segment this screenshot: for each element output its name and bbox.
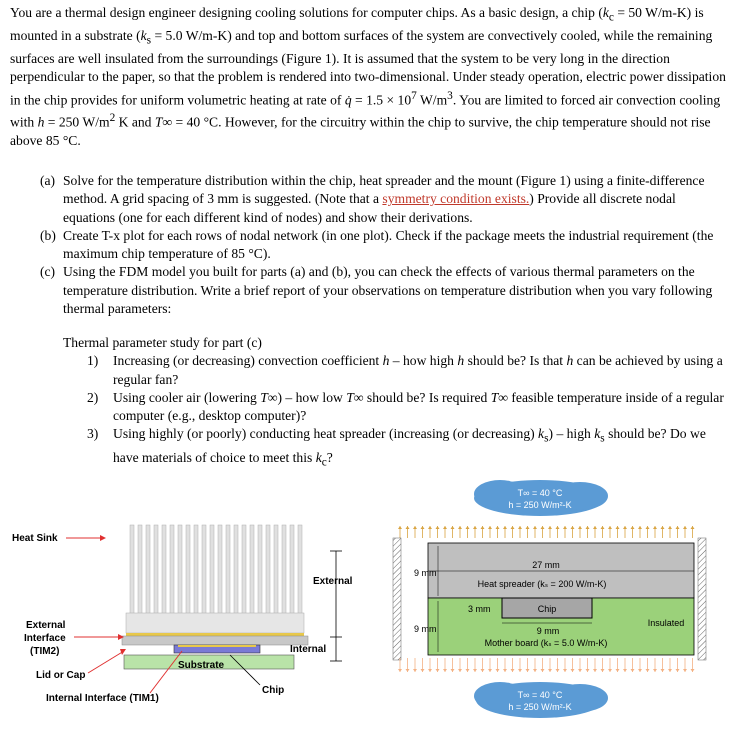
- heat-sink-fin: [226, 525, 230, 615]
- p3-k3: k: [315, 449, 322, 465]
- convection-arrowhead: [631, 669, 635, 672]
- convection-arrowhead: [623, 526, 627, 529]
- p2-t2: T∞: [346, 389, 364, 405]
- convection-arrowhead: [548, 669, 552, 672]
- exp-2: 2: [109, 112, 116, 125]
- convection-arrowhead: [556, 669, 560, 672]
- heat-sink-fin: [210, 525, 214, 615]
- convection-arrowhead: [541, 669, 545, 672]
- left-insulation: [393, 538, 401, 660]
- param-2-text: [113, 389, 733, 426]
- tinf-symbol: T∞: [154, 114, 173, 130]
- convection-arrowhead: [466, 669, 470, 672]
- convection-arrowhead: [526, 669, 530, 672]
- kc-symbol: k: [602, 5, 609, 20]
- question-c-text: Using the FDM model you built for parts (a) and (b), you can check the effects of various thermal parameters on the temperature distribution. Write a brief report of your observations on temperature distribution when you vary following thermal parameters:: [63, 264, 713, 317]
- symmetry-link[interactable]: symmetry condition exists.: [382, 191, 530, 207]
- convection-arrowhead: [586, 526, 590, 529]
- convection-arrowhead: [421, 526, 425, 529]
- heat-sink-fin: [202, 525, 206, 615]
- convection-arrowhead: [428, 526, 432, 529]
- convection-arrowhead: [398, 526, 402, 529]
- convection-arrowhead: [473, 526, 477, 529]
- heat-sink-fins: [130, 525, 302, 615]
- convection-arrowhead: [548, 526, 552, 529]
- convection-arrowhead: [578, 526, 582, 529]
- dim-9c-label: 9 mm: [536, 626, 560, 636]
- param-3-text: [113, 425, 733, 471]
- convection-arrowhead: [608, 526, 612, 529]
- convection-arrowhead: [436, 526, 440, 529]
- p3-a: Using highly (or poorly) conducting heat spreader (increasing (or decreasing): [113, 426, 539, 442]
- question-a: [40, 172, 730, 227]
- convection-arrowhead: [488, 669, 492, 672]
- intro-text-5: W/m: [416, 92, 448, 108]
- convection-arrowhead: [406, 526, 410, 529]
- convection-arrowhead: [661, 526, 665, 529]
- p2-c: should be? Is required: [363, 389, 491, 405]
- p1-h2: h: [457, 353, 465, 369]
- convection-arrowhead: [646, 669, 650, 672]
- convection-arrowhead: [668, 526, 672, 529]
- tim1-layer: [178, 645, 256, 647]
- convection-arrowhead: [458, 669, 462, 672]
- convection-arrowhead: [413, 526, 417, 529]
- p3-k3s: c: [321, 456, 327, 469]
- label-lid: Lid or Cap: [36, 670, 86, 681]
- lid-arrow: [88, 651, 124, 673]
- intro-text-6: . You are limited to forced air convection cooling with: [10, 92, 721, 130]
- convection-arrowhead: [533, 669, 537, 672]
- convection-arrowhead: [451, 669, 455, 672]
- heat-sink-fin: [194, 525, 198, 615]
- convection-arrowhead: [691, 526, 695, 529]
- dim-27-label: 27 mm: [532, 560, 560, 570]
- p3-d: ?: [326, 449, 333, 465]
- label-ext-interface-2: Interface: [24, 633, 66, 644]
- heat-sink-fin: [298, 525, 302, 615]
- p2-t1: T∞: [260, 389, 278, 405]
- question-a-text: [63, 172, 730, 227]
- intro-text-7: = 250 W/m: [44, 114, 110, 130]
- convection-arrowhead: [608, 669, 612, 672]
- convection-arrowhead: [406, 669, 410, 672]
- dim-3-label: 3 mm: [468, 604, 491, 614]
- param-item-1: [63, 352, 733, 389]
- question-list: [40, 172, 730, 318]
- convection-arrowhead: [481, 526, 485, 529]
- mother-board-label: Mother board (kₛ = 5.0 W/m-K): [484, 638, 608, 648]
- convection-arrowhead: [586, 669, 590, 672]
- parameter-study: [63, 334, 733, 472]
- convection-arrowhead: [691, 669, 695, 672]
- kc-subscript: c: [608, 11, 614, 24]
- convection-arrowhead: [638, 669, 642, 672]
- heat-sink-fin: [130, 525, 134, 615]
- convection-arrowhead: [413, 669, 417, 672]
- convection-arrowhead: [601, 526, 605, 529]
- p2-t3: T∞: [490, 389, 508, 405]
- label-ext-interface-3: (TIM2): [30, 646, 60, 657]
- bottom-cloud-h: h = 250 W/m²-K: [508, 702, 572, 712]
- p1-d: can be achieved by using a regular fan?: [113, 353, 723, 387]
- heat-sink-fin: [162, 525, 166, 615]
- exp-7: 7: [411, 89, 417, 102]
- convection-arrowhead: [466, 526, 470, 529]
- convection-arrowhead: [511, 669, 515, 672]
- question-c: [40, 263, 730, 318]
- h-symbol: h: [37, 114, 45, 130]
- question-b-label: (b): [40, 227, 56, 243]
- heat-sink-fin: [170, 525, 174, 615]
- convection-arrowhead: [518, 669, 522, 672]
- convection-arrowhead: [533, 526, 537, 529]
- convection-arrowhead: [428, 669, 432, 672]
- convection-arrowhead: [676, 669, 680, 672]
- heat-sink-fin: [290, 525, 294, 615]
- convection-arrowhead: [616, 526, 620, 529]
- convection-arrowhead: [473, 669, 477, 672]
- heat-sink-fin: [218, 525, 222, 615]
- ks-subscript: s: [146, 34, 152, 47]
- p3-k2: k: [594, 426, 601, 442]
- convection-arrowhead: [646, 526, 650, 529]
- heat-sink-fin: [234, 525, 238, 615]
- question-b: [40, 227, 730, 264]
- heat-sink-fin: [250, 525, 254, 615]
- param-item-3: [63, 425, 733, 471]
- convection-arrowhead: [526, 526, 530, 529]
- convection-arrowhead: [593, 526, 597, 529]
- exp-3: 3: [447, 89, 453, 102]
- p3-b: ) – high: [548, 426, 595, 442]
- p2-a: Using cooler air (lowering: [113, 389, 261, 405]
- convection-arrowhead: [668, 669, 672, 672]
- heat-sink-arrowhead: [100, 535, 106, 541]
- domain-figure: [380, 474, 742, 731]
- top-cloud-tinf: T∞ = 40 °C: [517, 488, 563, 498]
- heat-sink-fin: [178, 525, 182, 615]
- top-cloud-h: h = 250 W/m²-K: [508, 500, 572, 510]
- question-a-text-2: ) Provide all discrete nodal equations (one for each different kind of nodes) and show their derivations.: [63, 191, 676, 225]
- heat-sink-fin: [186, 525, 190, 615]
- intro-text-4: = 1.5 × 10: [351, 92, 412, 108]
- convection-arrowhead: [436, 669, 440, 672]
- chip-label: Chip: [537, 604, 557, 614]
- convection-arrowhead: [458, 526, 462, 529]
- convection-arrowhead: [563, 669, 567, 672]
- label-internal: Internal: [290, 644, 327, 655]
- convection-arrowhead: [443, 526, 447, 529]
- convection-arrowhead: [511, 526, 515, 529]
- convection-arrowhead: [451, 526, 455, 529]
- p1-h1: h: [382, 353, 390, 369]
- heat-sink-fin: [242, 525, 246, 615]
- lid-arrowhead: [120, 649, 126, 655]
- convection-arrowhead: [496, 669, 500, 672]
- right-insulation: [698, 538, 706, 660]
- param-1-label: 1): [87, 353, 99, 369]
- parameter-study-title: Thermal parameter study for part (c): [63, 335, 262, 350]
- bottom-cloud-tinf: T∞ = 40 °C: [517, 690, 563, 700]
- heat-sink-fin: [266, 525, 270, 615]
- heat-sink-fin: [258, 525, 262, 615]
- convection-arrowhead: [488, 526, 492, 529]
- p3-k2s: s: [600, 433, 605, 446]
- label-ext-interface-1: External: [26, 620, 66, 631]
- question-c-label: (c): [40, 264, 56, 280]
- p3-c: should be? Do we have materials of choice to meet this: [113, 426, 706, 465]
- intro-text-2: = 50 W/m-K) is mounted in a substrate (: [10, 5, 704, 44]
- spreader-label: Heat spreader (kₛ = 200 W/m-K): [477, 579, 607, 589]
- label-heat-sink: Heat Sink: [12, 533, 58, 544]
- question-b-text: Create T-x plot for each rows of nodal network (in one plot). Check if the package meets the industrial requirement (the maximum chip temperature of 85 °C).: [63, 227, 714, 262]
- p1-c: should be? Is that: [464, 353, 567, 369]
- lid-layer: [122, 636, 308, 645]
- qdot-symbol: q̇: [344, 92, 352, 108]
- convection-arrowhead: [421, 669, 425, 672]
- heat-sink-fin: [282, 525, 286, 615]
- insulated-label: Insulated: [647, 618, 685, 628]
- dim-9a-label: 9 mm: [414, 568, 437, 578]
- label-chip: Chip: [262, 685, 285, 696]
- convection-arrowhead: [593, 669, 597, 672]
- p3-k1s: s: [544, 433, 549, 446]
- heat-sink-fin: [138, 525, 142, 615]
- label-substrate: Substrate: [178, 660, 225, 671]
- p2-d: feasible temperature inside of a regular computer (e.g., desktop computer)?: [113, 389, 724, 424]
- p1-b: – how high: [389, 353, 458, 369]
- param-item-2: [63, 389, 733, 426]
- heat-sink-base: [126, 613, 304, 633]
- convection-arrowhead: [563, 526, 567, 529]
- bottom-convection-arrows: [398, 658, 695, 672]
- top-convection-arrows: [398, 526, 695, 538]
- label-external: External: [313, 576, 353, 587]
- heat-spreader-block: [428, 543, 694, 598]
- convection-arrowhead: [503, 669, 507, 672]
- convection-arrowhead: [503, 526, 507, 529]
- intro-text-1: You are a thermal design engineer designing cooling solutions for computer chips. As a basic design, a chip (: [10, 5, 603, 20]
- convection-arrowhead: [653, 526, 657, 529]
- convection-arrowhead: [653, 669, 657, 672]
- convection-arrowhead: [496, 526, 500, 529]
- convection-arrowhead: [556, 526, 560, 529]
- convection-arrowhead: [518, 526, 522, 529]
- label-int-interface: Internal Interface (TIM1): [46, 693, 159, 704]
- param-2-label: 2): [87, 389, 99, 405]
- convection-arrowhead: [571, 526, 575, 529]
- convection-arrowhead: [631, 526, 635, 529]
- convection-arrowhead: [398, 669, 402, 672]
- convection-arrowhead: [683, 526, 687, 529]
- package-figure: [0, 505, 380, 731]
- convection-arrowhead: [676, 526, 680, 529]
- p3-k1: k: [538, 426, 545, 442]
- question-a-text-1: Solve for the temperature distribution within the chip, heat spreader and the mount (Figure 1) using a finite-difference method. A grid spacing of 3 mm is suggested. (Note that a: [63, 173, 705, 207]
- heat-sink-fin: [154, 525, 158, 615]
- convection-arrowhead: [443, 669, 447, 672]
- intro-text-8: K and: [115, 114, 155, 130]
- convection-arrowhead: [571, 669, 575, 672]
- ks-symbol: k: [140, 28, 147, 44]
- convection-arrowhead: [578, 669, 582, 672]
- tim2-layer: [126, 633, 304, 636]
- convection-arrowhead: [623, 669, 627, 672]
- heat-sink-fin: [146, 525, 150, 615]
- convection-arrowhead: [683, 669, 687, 672]
- p2-b: ) – how low: [277, 389, 347, 405]
- param-1-text: [113, 352, 733, 389]
- convection-arrowhead: [661, 669, 665, 672]
- p1-h3: h: [566, 353, 574, 369]
- intro-text-9: = 40 °C. However, for the circuitry within the chip to survive, the chip temperature should not rise above 85 °C.: [10, 114, 711, 149]
- convection-arrowhead: [481, 669, 485, 672]
- heat-sink-fin: [274, 525, 278, 615]
- convection-arrowhead: [601, 669, 605, 672]
- param-3-label: 3): [87, 426, 99, 442]
- dim-9b-label: 9 mm: [414, 624, 437, 634]
- problem-statement: [10, 4, 736, 151]
- p1-a: Increasing (or decreasing) convection coefficient: [113, 353, 383, 369]
- question-a-label: (a): [40, 173, 56, 188]
- convection-arrowhead: [616, 669, 620, 672]
- intro-text-3: = 5.0 W/m-K) and top and bottom surfaces of the system are convectively cooled, while the remaining surfaces are well insulated from the surroundings (Figure 1). It is assumed that the system to be very long in the direction perpendicular to the paper, so that the problem is rendered into two-dimensional. Under steady operation, electric power dissipation in the chip provides for uniform volumetric heating at rate of: [10, 28, 726, 108]
- convection-arrowhead: [541, 526, 545, 529]
- convection-arrowhead: [638, 526, 642, 529]
